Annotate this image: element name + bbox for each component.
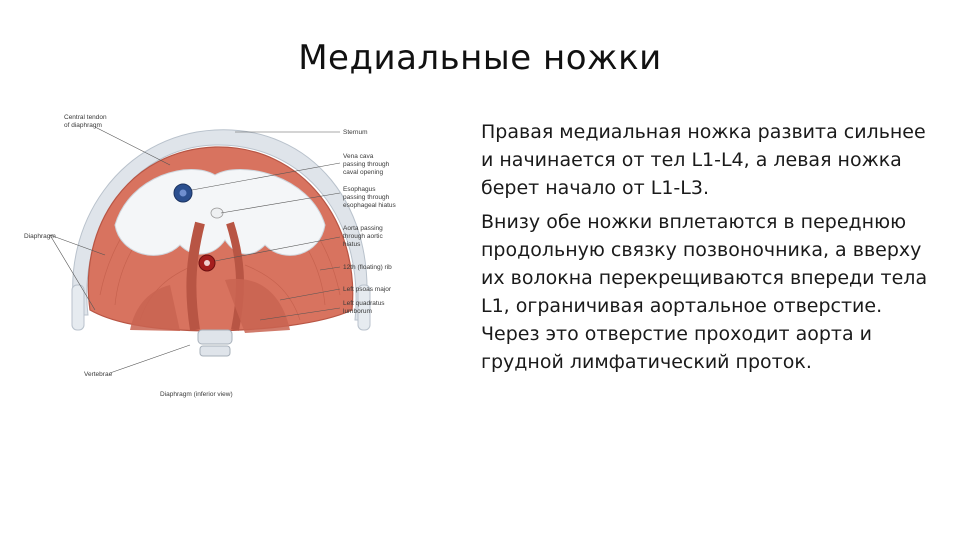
label-central-tendon: of diaphragm <box>64 122 102 129</box>
rib-end-left <box>72 285 84 330</box>
label-vena-cava: caval opening <box>343 169 384 176</box>
label-aorta: through aortic <box>343 233 383 240</box>
label-esophagus: passing through <box>343 194 390 201</box>
diaphragm-drawing <box>20 105 460 405</box>
aorta-lumen <box>204 260 210 266</box>
label-vena-cava: passing through <box>343 161 390 168</box>
label-esophagus: Esophagus <box>343 186 376 193</box>
label-psoas: Left psoas major <box>343 286 392 293</box>
diaphragm-illustration <box>20 105 460 405</box>
slide-body <box>481 118 941 382</box>
label-diaphragm: Diaphragm <box>24 233 56 240</box>
slide-title: Медиальные ножки <box>298 38 662 78</box>
label-rib: 12th (floating) rib <box>343 264 392 271</box>
label-vertebrae: Vertebrae <box>84 371 113 378</box>
label-esophagus: esophageal hiatus <box>343 202 396 209</box>
label-vena-cava: Vena cava <box>343 153 374 160</box>
vena-cava-lumen <box>180 190 187 197</box>
label-sternum: Sternum <box>343 129 368 136</box>
label-aorta: hiatus <box>343 241 361 248</box>
vertebra-body <box>198 330 232 344</box>
paragraph: Внизу обе ножки вплетаются в переднюю продольную связку позвоночника, а вверху их волокна перекрещиваются впереди тела L1, ограничивая аортальное отверстие. Через это отверстие проходит аорта и грудной лимфатический проток. <box>481 211 928 373</box>
label-quadratus: lumborum <box>343 308 372 315</box>
label-aorta: Aorta passing <box>343 225 383 232</box>
label-quadratus: Left quadratus <box>343 300 385 307</box>
figure-caption: Diaphragm (inferior view) <box>160 391 233 398</box>
paragraph: Правая медиальная ножка развита сильнее и начинается от тел L1-L4, а левая ножка берет начало от L1-L3. <box>481 121 926 199</box>
vertebra-body <box>200 346 230 356</box>
label-central-tendon: Central tendon <box>64 114 107 121</box>
